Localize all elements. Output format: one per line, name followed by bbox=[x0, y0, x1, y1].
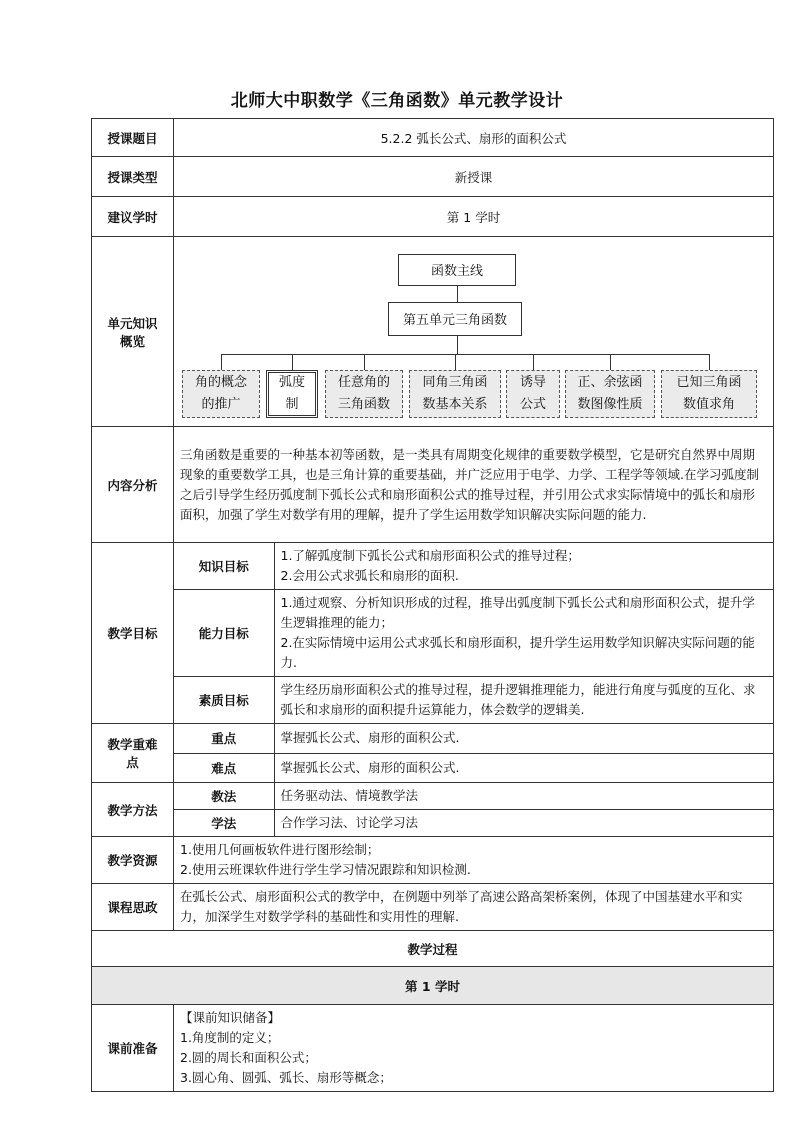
overview-label-line1: 单元知识 bbox=[107, 315, 158, 331]
overview-diagram-cell bbox=[174, 237, 774, 427]
leaf-7-line2: 数值求角 bbox=[682, 396, 735, 412]
key-points-label-line1: 教学重难 bbox=[107, 737, 158, 752]
resources-label: 教学资源 bbox=[92, 837, 174, 884]
leaf-trig-function bbox=[325, 370, 403, 418]
leaf-1-line2: 的推广 bbox=[201, 396, 241, 412]
leaf-sin-cos-graph bbox=[565, 370, 655, 418]
connector-leaf-6 bbox=[610, 354, 611, 370]
row-hours bbox=[92, 197, 774, 237]
leaf-find-angle bbox=[661, 370, 757, 418]
content-analysis-label: 内容分析 bbox=[92, 427, 174, 543]
methods-label: 教学方法 bbox=[92, 783, 174, 837]
key-points-table bbox=[174, 724, 773, 782]
knowledge-tree-diagram bbox=[174, 238, 773, 426]
connector-leaf-4 bbox=[455, 354, 456, 370]
row-course-type bbox=[92, 157, 774, 197]
leaf-6-line2: 数图像性质 bbox=[577, 396, 643, 412]
session-header: 第 1 学时 bbox=[92, 967, 774, 1005]
literacy-objective-text: 学生经历扇形面积公式的推导过程，提升逻辑推理能力，能进行角度与弧度的互化、求弧长和求扇形的面积提升运算能力，体会数学的逻辑美. bbox=[274, 677, 773, 724]
connector-bus bbox=[221, 354, 709, 355]
leaf-2-line2: 制 bbox=[285, 396, 299, 412]
difficult-point-value: 掌握弧长公式、扇形的面积公式. bbox=[274, 753, 773, 782]
ability-item-1: 1.通过观察、分析知识形成的过程，推导出弧度制下弧长公式和扇形面积公式，提升学生逻辑推理的能力； bbox=[280, 595, 755, 630]
leaf-basic-relations bbox=[409, 370, 501, 418]
objectives-cell bbox=[174, 543, 774, 724]
teaching-method-value: 任务驱动法、情境教学法 bbox=[274, 783, 773, 810]
unit-node: 第五单元三角函数 bbox=[388, 302, 522, 336]
leaf-6-line1: 正、余弦函 bbox=[577, 374, 643, 390]
ability-objective-text bbox=[274, 590, 773, 677]
leaf-5-line2: 公式 bbox=[519, 396, 546, 412]
knowledge-objective-text bbox=[274, 543, 773, 590]
row-content-analysis bbox=[92, 427, 774, 543]
knowledge-item-1: 1.了解弧度制下弧长公式和扇形面积公式的推导过程； bbox=[280, 548, 580, 563]
key-points-label-line2: 点 bbox=[126, 755, 139, 770]
leaf-2-line1: 弧度 bbox=[278, 374, 305, 390]
leaf-radian-selected bbox=[266, 370, 318, 418]
row-ideology bbox=[92, 884, 774, 931]
row-objectives bbox=[92, 543, 774, 724]
ideology-label: 课程思政 bbox=[92, 884, 174, 931]
connector-leaf-1 bbox=[221, 354, 222, 370]
objectives-label: 教学目标 bbox=[92, 543, 174, 724]
key-points-label bbox=[92, 724, 174, 783]
prep-text bbox=[174, 1005, 774, 1092]
leaf-4-line2: 数基本关系 bbox=[422, 396, 488, 412]
leaf-1-line1: 角的概念 bbox=[194, 374, 247, 390]
methods-cell bbox=[174, 783, 774, 837]
hours-label: 建议学时 bbox=[92, 197, 174, 237]
course-topic-label: 授课题目 bbox=[92, 119, 174, 157]
resource-item-2: 2.使用云班课软件进行学生学习情况跟踪和知识检测. bbox=[180, 862, 471, 877]
row-resources bbox=[92, 837, 774, 884]
resources-text bbox=[174, 837, 774, 884]
ability-item-2: 2.在实际情境中运用公式求弧长和扇形面积，提升学生运用数学知识解决实际问题的能力. bbox=[280, 635, 755, 670]
connector-leaf-7 bbox=[709, 354, 710, 370]
leaf-induction-formula bbox=[506, 370, 560, 418]
lesson-plan-table bbox=[91, 118, 774, 1092]
document-title: 北师大中职数学《三角函数》单元教学设计 bbox=[230, 91, 564, 111]
prep-item-1: 1.角度制的定义； bbox=[180, 1030, 280, 1045]
row-methods bbox=[92, 783, 774, 837]
ability-objective-label: 能力目标 bbox=[174, 590, 274, 677]
teaching-method-label: 教法 bbox=[174, 783, 274, 810]
root-node: 函数主线 bbox=[398, 254, 516, 286]
connector-unit-bus bbox=[457, 336, 458, 354]
course-topic-value: 5.2.2 弧长公式、扇形的面积公式 bbox=[174, 119, 774, 157]
resource-item-1: 1.使用几何画板软件进行图形绘制； bbox=[180, 842, 380, 857]
row-prep bbox=[92, 1005, 774, 1092]
key-point-label: 重点 bbox=[174, 724, 274, 753]
connector-root-unit bbox=[457, 286, 458, 302]
connector-leaf-2 bbox=[292, 354, 293, 370]
content-analysis-text: 三角函数是重要的一种基本初等函数，是一类具有周期变化规律的重要数学模型，它是研究自然界中周期现象的重要数学工具，也是三角计算的重要基础，并广泛应用于电学、力学、工程学等领域.在学习弧度制之后引导学生经历弧度制下弧长公式和扇形面积公式的推导过程，并引用公式求实际情境中的弧长和扇形面积，加强了学生对数学有用的理解，提升了学生运用数学知识解决实际问题的能力. bbox=[174, 427, 774, 543]
knowledge-item-2: 2.会用公式求弧长和扇形的面积. bbox=[280, 568, 459, 583]
difficult-point-label: 难点 bbox=[174, 753, 274, 782]
leaf-7-line1: 已知三角函 bbox=[676, 374, 742, 390]
row-course-topic bbox=[92, 119, 774, 157]
key-point-value: 掌握弧长公式、扇形的面积公式. bbox=[274, 724, 773, 753]
methods-table bbox=[174, 783, 773, 836]
knowledge-objective-label: 知识目标 bbox=[174, 543, 274, 590]
ideology-text: 在弧长公式、扇形面积公式的教学中，在例题中列举了高速公路高架桥案例，体现了中国基建水平和实力，加深学生对数学学科的基础性和实用性的理解. bbox=[174, 884, 774, 931]
course-type-value: 新授课 bbox=[174, 157, 774, 197]
prep-item-2: 2.圆的周长和面积公式； bbox=[180, 1050, 317, 1065]
overview-label-line2: 概览 bbox=[119, 333, 145, 349]
leaf-3-line1: 任意角的 bbox=[337, 374, 390, 390]
row-session-header bbox=[92, 967, 774, 1005]
leaf-5-line1: 诱导 bbox=[519, 374, 546, 390]
connector-leaf-3 bbox=[364, 354, 365, 370]
overview-label bbox=[92, 237, 174, 427]
prep-label: 课前准备 bbox=[92, 1005, 174, 1092]
row-process-header bbox=[92, 931, 774, 967]
learning-method-label: 学法 bbox=[174, 810, 274, 837]
leaf-3-line2: 三角函数 bbox=[337, 396, 390, 412]
prep-heading: 【课前知识储备】 bbox=[180, 1010, 281, 1025]
prep-item-3: 3.圆心角、圆弧、弧长、扇形等概念； bbox=[180, 1070, 392, 1085]
learning-method-value: 合作学习法、讨论学习法 bbox=[274, 810, 773, 837]
connector-leaf-5 bbox=[533, 354, 534, 370]
literacy-objective-label: 素质目标 bbox=[174, 677, 274, 724]
row-key-points bbox=[92, 724, 774, 783]
objectives-table bbox=[174, 543, 773, 723]
row-overview bbox=[92, 237, 774, 427]
leaf-4-line1: 同角三角函 bbox=[422, 374, 488, 390]
hours-value: 第 1 学时 bbox=[174, 197, 774, 237]
leaf-angle-concept bbox=[182, 370, 260, 418]
course-type-label: 授课类型 bbox=[92, 157, 174, 197]
process-header: 教学过程 bbox=[92, 931, 774, 967]
key-points-cell bbox=[174, 724, 774, 783]
